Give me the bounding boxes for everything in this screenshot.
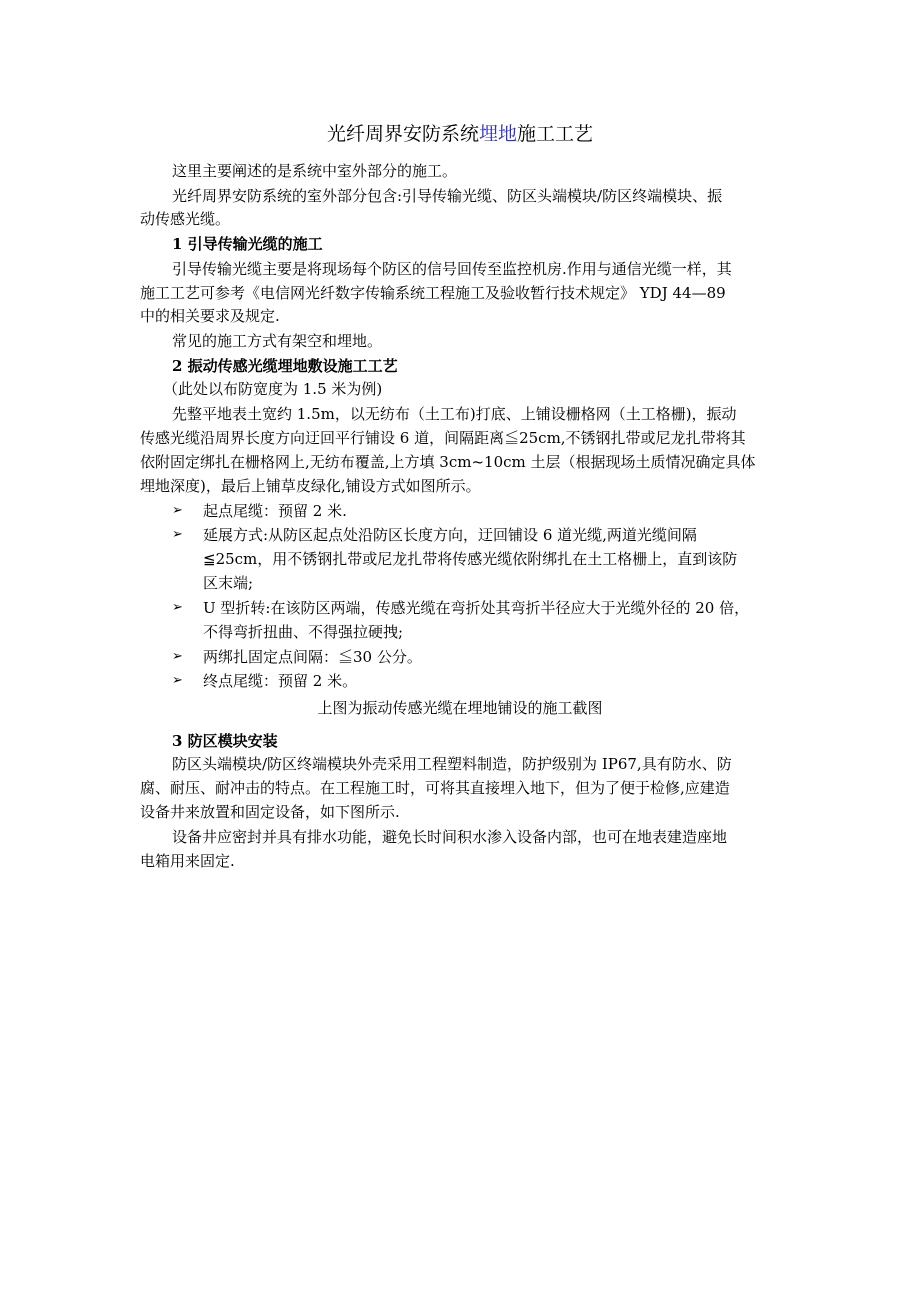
section-2-line-3: 依附固定绑扎在栅格网上,无纺布覆盖,上方填 3cm~10cm 土层（根据现场土质情况确定具体 [140, 453, 756, 471]
title-text-start: 光纤周界安防系统 [326, 123, 479, 145]
document-title [0, 120, 920, 148]
bullet-item-extension-line-3: 区末端; [203, 574, 254, 592]
section-3-line-3: 设备井来放置和固定设备，如下图所示. [140, 803, 400, 821]
bullet-item-start-tail: 起点尾缆：预留 2 米. [203, 502, 347, 520]
paragraph-scope-line-2: 动传感光缆。 [140, 210, 231, 228]
bullet-item-u-turn-line-1: U 型折转:在该防区两端，传感光缆在弯折处其弯折半径应大于光缆外径的 20 倍， [203, 599, 750, 617]
bullet-item-tie-spacing: 两绑扎固定点间隔：≦30 公分。 [203, 648, 422, 666]
section-3-line-2: 腐、耐压、耐冲击的特点。在工程施工时，可将其直接埋入地下，但为了便于检修,应建造 [140, 779, 730, 797]
title-text-end: 施工工艺 [517, 123, 594, 145]
title-highlight: 埋地 [478, 123, 517, 145]
bullet-item-extension-line-2: ≦25cm，用不锈钢扎带或尼龙扎带将传感光缆依附绑扎在土工格栅上，直到该防 [203, 550, 738, 568]
figure-caption: 上图为振动传感光缆在埋地铺设的施工截图 [317, 699, 603, 717]
section-3-line-5: 电箱用来固定. [140, 852, 235, 870]
bullet-arrow-icon: ➢ [172, 673, 183, 688]
section-3-line-1: 防区头端模块/防区终端模块外壳采用工程塑料制造，防护级别为 IP67,具有防水、防 [172, 755, 732, 773]
section-heading-1: 1 引导传输光缆的施工 [172, 235, 323, 253]
section-3-line-4: 设备井应密封并具有排水功能，避免长时间积水渗入设备内部，也可在地表建造座地 [172, 828, 728, 846]
section-1-line-4: 常见的施工方式有架空和埋地。 [172, 332, 383, 350]
section-1-line-3: 中的相关要求及规定. [140, 307, 280, 325]
bullet-item-u-turn-line-2: 不得弯折扭曲、不得强拉硬拽; [203, 623, 404, 641]
paragraph-scope-line-1: 光纤周界安防系统的室外部分包含:引导传输光缆、防区头端模块/防区终端模块、振 [172, 187, 723, 205]
section-1-line-1: 引导传输光缆主要是将现场每个防区的信号回传至监控机房.作用与通信光缆一样，其 [172, 260, 732, 278]
section-heading-3: 3 防区模块安装 [172, 732, 278, 750]
section-heading-2: 2 振动传感光缆埋地敷设施工工艺 [172, 357, 398, 375]
section-2-line-1: 先整平地表土宽约 1.5m，以无纺布（土工布)打底、上铺设栅格网（土工格栅)，振动 [172, 405, 737, 423]
section-1-line-2: 施工工艺可参考《电信网光纤数字传输系统工程施工及验收暂行技术规定》 YDJ 44—89 [140, 284, 726, 302]
bullet-arrow-icon: ➢ [172, 527, 183, 542]
section-2-line-4: 埋地深度)，最后上铺草皮绿化,铺设方式如图所示。 [140, 477, 481, 495]
bullet-arrow-icon: ➢ [172, 600, 183, 615]
bullet-item-extension-line-1: 延展方式:从防区起点处沿防区长度方向，迂回铺设 6 道光缆,两道光缆间隔 [203, 526, 697, 544]
section-2-line-2: 传感光缆沿周界长度方向迂回平行铺设 6 道，间隔距离≦25cm,不锈钢扎带或尼龙扎带将其 [140, 429, 746, 447]
bullet-item-end-tail: 终点尾缆：预留 2 米。 [203, 672, 358, 690]
section-2-note: （此处以布防宽度为 1.5 米为例) [163, 380, 383, 398]
paragraph-intro: 这里主要阐述的是系统中室外部分的施工。 [172, 162, 458, 180]
bullet-arrow-icon: ➢ [172, 649, 183, 664]
bullet-arrow-icon: ➢ [172, 503, 183, 518]
